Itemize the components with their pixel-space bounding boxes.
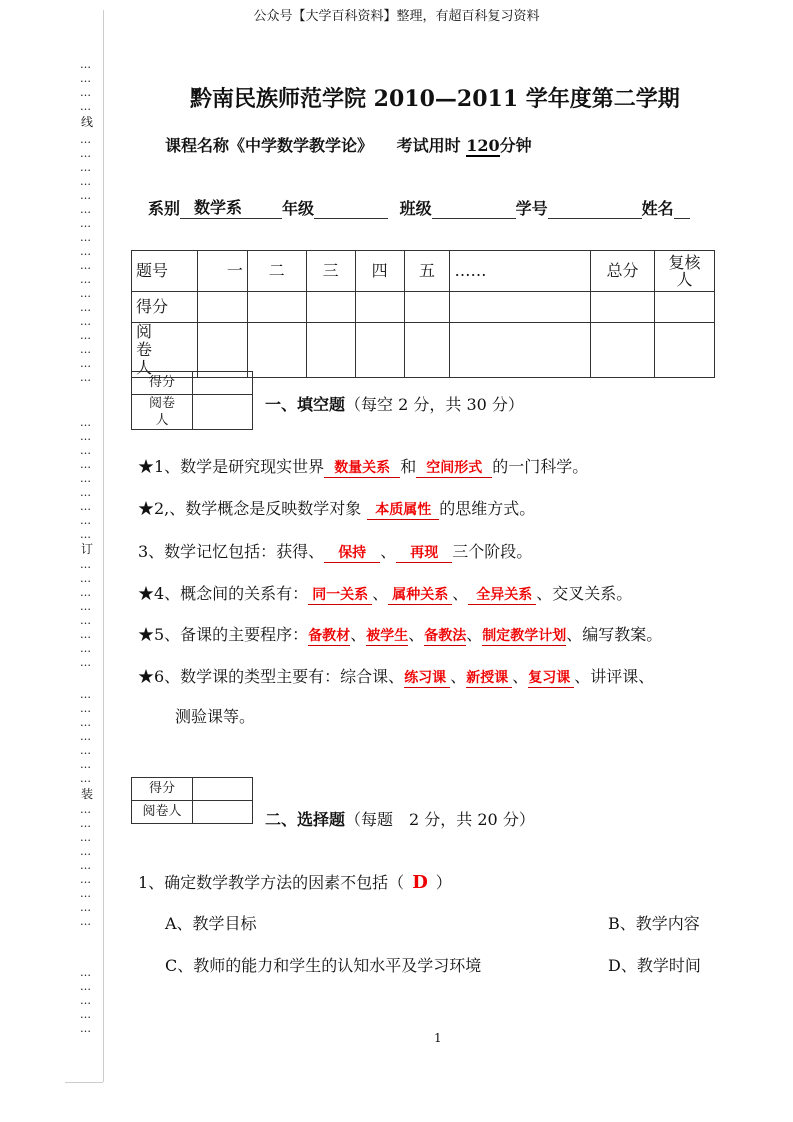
name-label: 姓名 [641,199,674,218]
id-field[interactable] [548,201,642,219]
margin-dots: … [80,203,90,216]
question-5: ★5、备课的主要程序：备教材、被学生、备教法、制定教学计划、编写教案。 [138,625,663,644]
margin-dots: … [80,730,90,743]
margin-dots: … [80,901,90,914]
time-value: 120 [466,136,500,155]
margin-dots: … [80,845,90,858]
margin-dots: … [80,873,90,886]
question-4: ★4、概念间的关系有： 同一关系 、 属种关系 、 全异关系 、交叉关系。 [138,584,633,603]
question-2: ★2,、数学概念是反映数学对象 本质属性 的思维方式。 [138,499,536,518]
margin-dots: … [80,558,90,571]
margin-dots: … [80,472,90,485]
margin-dots: … [80,315,90,328]
margin-dots: … [80,702,90,715]
margin-dots: … [80,514,90,527]
answer: 备教法 [424,625,466,646]
header-cell: 四 [355,251,404,292]
answer: 备教材 [308,625,350,646]
margin-dots: … [80,656,90,669]
margin-dots: … [80,430,90,443]
margin-dots: … [80,628,90,641]
margin-dots: … [80,642,90,655]
answer: 制定教学计划 [482,625,566,646]
margin-dots: … [80,161,90,174]
row-label: 得分 [132,292,198,323]
mc-answer: D [412,872,428,893]
margin-dots: … [80,1022,90,1035]
answer: 同一关系 [308,584,372,605]
answer: 新授课 [466,667,512,688]
class-label: 班级 [399,199,432,218]
dept-label: 系别 [148,199,181,218]
margin-dots: … [80,486,90,499]
option-d: D、教学时间 [608,956,701,975]
margin-dots: … [80,614,90,627]
score-label: 得分 [132,778,193,801]
grade-label: 年级 [282,199,315,218]
margin-dots: … [80,600,90,613]
dept-field[interactable]: 数学系 [180,195,282,219]
margin-dots: … [80,980,90,993]
header-cell: 题号 [132,251,198,292]
margin-dots: … [80,58,90,71]
watermark-header: 公众号【大学百科资料】整理，有超百科复习资料 [253,9,540,24]
margin-dots: … [80,245,90,258]
section-title: 一、填空题 [265,395,346,414]
margin-dots: … [80,1008,90,1021]
margin-dots: … [80,100,90,113]
option-c: C、教师的能力和学生的认知水平及学习环境 [165,956,482,975]
course-name: 课程名称《中学数学教学论》 [165,136,374,155]
answer: 本质属性 [367,499,439,520]
margin-dots: … [80,915,90,928]
margin-dots: … [80,357,90,370]
margin-dots: … [80,688,90,701]
section1-score-box [131,371,253,430]
header-cell: 总分 [591,251,655,292]
margin-dots: … [80,217,90,230]
table-row [132,292,715,323]
margin-dots: … [80,859,90,872]
answer: 全异关系 [468,584,536,605]
margin-dots: … [80,231,90,244]
margin-dots: … [80,86,90,99]
answer: 复习课 [528,667,574,688]
answer: 练习课 [404,667,450,688]
grader-label: 阅卷人 [132,801,193,824]
margin-dots: … [80,273,90,286]
row-label: 阅卷人 [132,323,198,378]
grader-label: 阅卷人 [132,395,193,430]
margin-dots: … [80,887,90,900]
margin-dots: … [80,572,90,585]
grade-field[interactable] [314,201,388,219]
margin-dots: … [80,803,90,816]
section-note: （每题 2 分，共 20 分） [345,810,535,829]
header-cell: 复核人 [654,251,714,292]
binding-line-foot [65,1082,103,1083]
margin-dots: … [80,72,90,85]
margin-dots: … [80,301,90,314]
answer: 属种关系 [388,584,452,605]
exam-title: 黔南民族师范学院 2010—2011 学年度第二学期 [190,86,680,112]
margin-dots: … [80,586,90,599]
margin-dots: … [80,259,90,272]
margin-dots: … [80,744,90,757]
section-title: 二、选择题 [265,810,346,829]
question-6-continued: 测验课等。 [175,707,256,726]
score-table [131,250,715,378]
margin-dots: … [80,528,90,541]
table-row [132,323,715,378]
class-field[interactable] [432,201,516,219]
answer: 保持 [324,542,380,563]
margin-dots: … [80,175,90,188]
header-cell: 一 [197,251,247,292]
mc-question-1: 1、确定数学教学方法的因素不包括（ D ） [138,872,452,893]
section2-heading [265,807,535,830]
score-label: 得分 [132,372,193,395]
header-cell: 三 [306,251,355,292]
answer: 数量关系 [324,457,400,478]
margin-dots: … [80,994,90,1007]
question-1: ★1、数学是研究现实世界 数量关系 和 空间形式 的一门科学。 [138,457,589,476]
option-b: B、教学内容 [608,914,700,933]
section-note: （每空 2 分，共 30 分） [345,395,524,414]
question-6: ★6、数学课的类型主要有：综合课、练习课 、新授课 、复习课 、讲评课、 [138,667,655,686]
margin-mark-ding: 订 [81,542,94,556]
margin-mark-xian: 线 [81,115,94,129]
time-label: 考试用时 [396,136,461,155]
answer: 空间形式 [416,457,492,478]
margin-dots: … [80,343,90,356]
margin-dots: … [80,817,90,830]
time-unit: 分钟 [499,136,532,155]
margin-dots: … [80,416,90,429]
section1-heading [265,392,524,415]
margin-dots: … [80,329,90,342]
margin-dots: … [80,500,90,513]
name-field[interactable] [674,201,690,219]
answer: 被学生 [366,625,408,646]
margin-dots: … [80,758,90,771]
margin-dots: … [80,147,90,160]
margin-dots: … [80,444,90,457]
answer: 再现 [396,542,452,563]
id-label: 学号 [515,199,548,218]
margin-dots: … [80,966,90,979]
table-row [132,251,715,292]
page-number: 1 [434,1031,442,1045]
header-cell: …… [450,251,591,292]
option-a: A、教学目标 [165,914,257,933]
margin-mark-zhuang: 装 [81,787,94,801]
margin-dots: … [80,133,90,146]
margin-dots: … [80,831,90,844]
header-cell: 二 [247,251,306,292]
margin-dots: … [80,371,90,384]
course-line [165,133,532,156]
student-info-line [148,195,690,219]
header-cell: 五 [404,251,450,292]
question-3: 3、数学记忆包括：获得、 保持 、 再现 三个阶段。 [138,542,533,561]
binding-line [103,10,104,1082]
margin-dots: … [80,189,90,202]
margin-dots: … [80,772,90,785]
section2-score-box [131,777,253,824]
margin-dots: … [80,716,90,729]
margin-dots: … [80,458,90,471]
margin-dots: … [80,287,90,300]
